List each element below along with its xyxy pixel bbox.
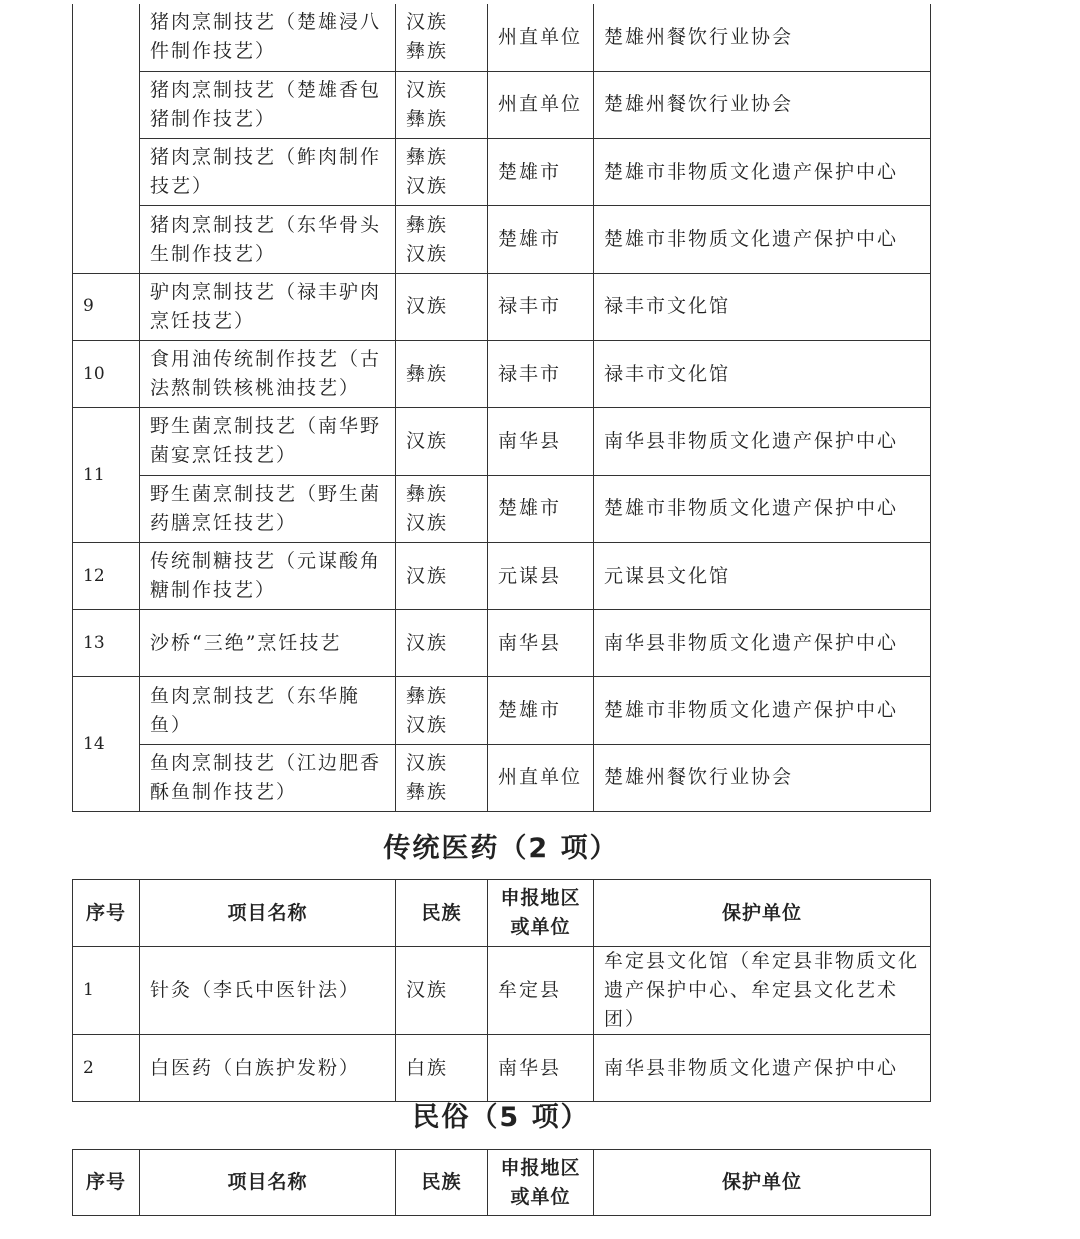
- protection-unit: 楚雄市非物质文化遗产保护中心: [594, 139, 931, 206]
- region: 禄丰市: [488, 340, 594, 407]
- food-craft-table: [72, 4, 931, 812]
- protection-unit: 元谋县文化馆: [594, 542, 931, 609]
- project-name: 食用油传统制作技艺（古法熬制铁核桃油技艺）: [140, 340, 396, 407]
- protection-unit: 牟定县文化馆（牟定县非物质文化遗产保护中心、牟定县文化艺术团）: [594, 947, 931, 1035]
- project-name: 鱼肉烹制技艺（东华腌鱼）: [140, 677, 396, 744]
- table-row: [73, 542, 931, 609]
- ethnicity: 彝族: [396, 340, 488, 407]
- protection-unit: 楚雄州餐饮行业协会: [594, 4, 931, 71]
- ethnicity: 汉族: [396, 408, 488, 475]
- medicine-table: [72, 879, 931, 1102]
- table-row: [73, 408, 931, 475]
- row-number: 9: [73, 273, 140, 340]
- header-ethnicity: 民族: [396, 1150, 488, 1216]
- ethnicity: 汉族 彝族: [396, 744, 488, 811]
- protection-unit: 楚雄州餐饮行业协会: [594, 71, 931, 138]
- row-number: 1: [73, 947, 140, 1035]
- header-name: 项目名称: [140, 880, 396, 947]
- region: 楚雄市: [488, 677, 594, 744]
- region: 州直单位: [488, 744, 594, 811]
- project-name: 传统制糖技艺（元谋酸角糖制作技艺）: [140, 542, 396, 609]
- region: 州直单位: [488, 71, 594, 138]
- project-name: 鱼肉烹制技艺（江边肥香酥鱼制作技艺）: [140, 744, 396, 811]
- header-name: 项目名称: [140, 1150, 396, 1216]
- region: 楚雄市: [488, 206, 594, 273]
- project-name: 沙桥“三绝”烹饪技艺: [140, 610, 396, 677]
- table-header-row: [73, 880, 931, 947]
- table-row: [73, 273, 931, 340]
- protection-unit: 南华县非物质文化遗产保护中心: [594, 408, 931, 475]
- row-number: 10: [73, 340, 140, 407]
- project-name: 野生菌烹制技艺（野生菌药膳烹饪技艺）: [140, 475, 396, 542]
- header-region: 申报地区 或单位: [488, 1150, 594, 1216]
- region: 南华县: [488, 1035, 594, 1102]
- row-number: 13: [73, 610, 140, 677]
- header-unit: 保护单位: [594, 880, 931, 947]
- region: 南华县: [488, 408, 594, 475]
- header-ethnicity: 民族: [396, 880, 488, 947]
- section-title-medicine: 传统医药（2 项）: [383, 833, 619, 864]
- row-number: [73, 4, 140, 273]
- region: 楚雄市: [488, 475, 594, 542]
- project-name: 针灸（李氏中医针法）: [140, 947, 396, 1035]
- ethnicity: 彝族 汉族: [396, 139, 488, 206]
- region: 牟定县: [488, 947, 594, 1035]
- protection-unit: 南华县非物质文化遗产保护中心: [594, 610, 931, 677]
- region: 州直单位: [488, 4, 594, 71]
- protection-unit: 楚雄市非物质文化遗产保护中心: [594, 475, 931, 542]
- header-number: 序号: [73, 880, 140, 947]
- protection-unit: 楚雄市非物质文化遗产保护中心: [594, 206, 931, 273]
- protection-unit: 禄丰市文化馆: [594, 273, 931, 340]
- ethnicity: 汉族: [396, 610, 488, 677]
- row-number: 2: [73, 1035, 140, 1102]
- region: 南华县: [488, 610, 594, 677]
- table-row: [73, 744, 931, 811]
- project-name: 猪肉烹制技艺（楚雄浸八件制作技艺）: [140, 4, 396, 71]
- header-unit: 保护单位: [594, 1150, 931, 1216]
- protection-unit: 南华县非物质文化遗产保护中心: [594, 1035, 931, 1102]
- ethnicity: 汉族 彝族: [396, 4, 488, 71]
- folk-table: [72, 1149, 931, 1216]
- ethnicity: 彝族 汉族: [396, 206, 488, 273]
- project-name: 猪肉烹制技艺（鲊肉制作技艺）: [140, 139, 396, 206]
- table-row: [73, 4, 931, 71]
- table-row: [73, 71, 931, 138]
- project-name: 白医药（白族护发粉）: [140, 1035, 396, 1102]
- header-region: 申报地区 或单位: [488, 880, 594, 947]
- ethnicity: 白族: [396, 1035, 488, 1102]
- ethnicity: 彝族 汉族: [396, 475, 488, 542]
- section-title-folk: 民俗（5 项）: [412, 1102, 590, 1133]
- region: 楚雄市: [488, 139, 594, 206]
- table-row: [73, 139, 931, 206]
- ethnicity: 汉族: [396, 947, 488, 1035]
- table-row: [73, 947, 931, 1035]
- region: 禄丰市: [488, 273, 594, 340]
- row-number: 12: [73, 542, 140, 609]
- region: 元谋县: [488, 542, 594, 609]
- header-number: 序号: [73, 1150, 140, 1216]
- row-number: 11: [73, 408, 140, 543]
- table-row: [73, 677, 931, 744]
- project-name: 猪肉烹制技艺（东华骨头生制作技艺）: [140, 206, 396, 273]
- ethnicity: 汉族 彝族: [396, 71, 488, 138]
- table-row: [73, 1035, 931, 1102]
- row-number: 14: [73, 677, 140, 812]
- table-row: [73, 610, 931, 677]
- ethnicity: 汉族: [396, 273, 488, 340]
- project-name: 野生菌烹制技艺（南华野菌宴烹饪技艺）: [140, 408, 396, 475]
- table-header-row: [73, 1150, 931, 1216]
- protection-unit: 禄丰市文化馆: [594, 340, 931, 407]
- ethnicity: 汉族: [396, 542, 488, 609]
- ethnicity: 彝族 汉族: [396, 677, 488, 744]
- protection-unit: 楚雄州餐饮行业协会: [594, 744, 931, 811]
- project-name: 驴肉烹制技艺（禄丰驴肉烹饪技艺）: [140, 273, 396, 340]
- table-row: [73, 206, 931, 273]
- project-name: 猪肉烹制技艺（楚雄香包猪制作技艺）: [140, 71, 396, 138]
- protection-unit: 楚雄市非物质文化遗产保护中心: [594, 677, 931, 744]
- table-row: [73, 340, 931, 407]
- table-row: [73, 475, 931, 542]
